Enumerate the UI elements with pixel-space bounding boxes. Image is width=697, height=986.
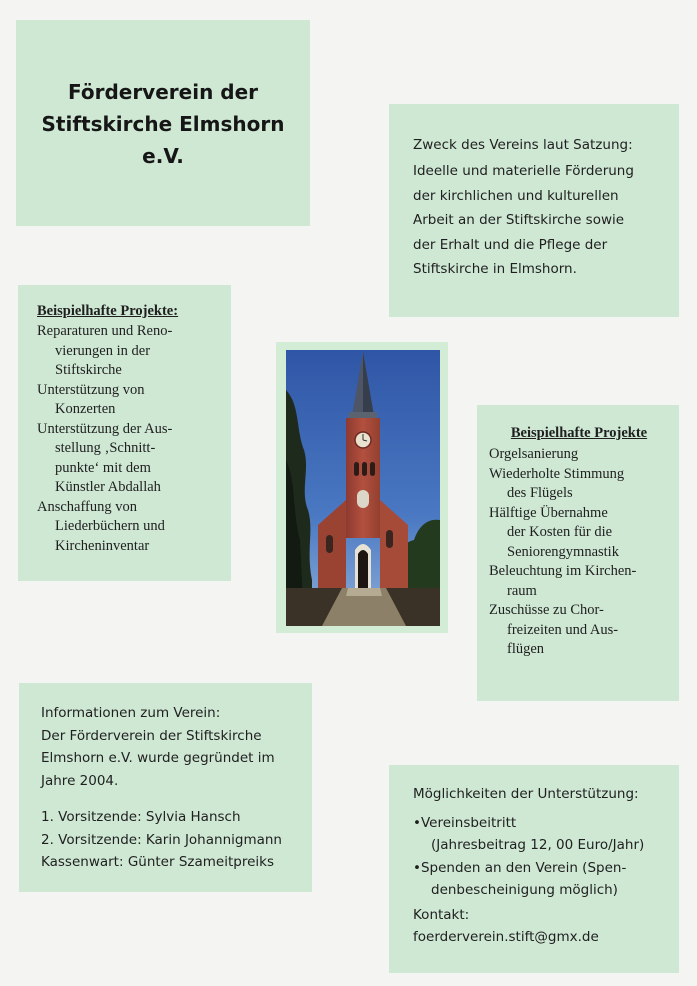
project-line: Unterstützung der Aus- (37, 420, 173, 437)
project-line: Reparaturen und Reno- (37, 323, 173, 339)
support-panel (389, 765, 679, 973)
church-photo-frame (276, 342, 448, 633)
officer-line: Kassenwart: Günter Szameitpreiks (41, 854, 274, 870)
project-line: Kircheninventar (55, 537, 150, 554)
support-item-membership-detail: (Jahresbeitrag 12, 00 Euro/Jahr) (431, 837, 645, 853)
project-line: vierungen in der (55, 342, 151, 359)
project-line: Beleuchtung im Kirchen- (489, 563, 637, 579)
support-item-membership: • Vereinsbeitritt (413, 812, 679, 835)
title-line: Stiftskirche Elmshorn (41, 112, 285, 136)
projects-left-heading: Beispielhafte Projekte: (37, 303, 179, 319)
project-line: freizeiten und Aus- (507, 621, 619, 638)
title-panel (16, 20, 310, 226)
project-line: Wiederholte Stimmung (489, 465, 625, 482)
projects-right-heading: Beispielhafte Projekte (510, 425, 648, 441)
projects-left-panel (18, 285, 231, 581)
purpose-heading: Zweck des Vereins laut Satzung: (413, 137, 633, 153)
officer-line: 1. Vorsitzende: Sylvia Hansch (41, 809, 241, 825)
project-line: Liederbüchern und (55, 518, 165, 534)
support-item-donation-detail: denbescheinigung möglich) (431, 882, 618, 898)
church-photo (286, 350, 440, 626)
project-line: der Kosten für die (507, 524, 613, 540)
info-panel (19, 683, 312, 892)
purpose-text (413, 159, 679, 282)
purpose-line: Ideelle und materielle Förderung (413, 163, 634, 179)
project-line: stellung ‚Schnitt- (55, 440, 156, 456)
info-line: Der Förderverein der Stiftskirche (41, 727, 262, 744)
purpose-line: der kirchlichen und kulturellen (413, 187, 619, 204)
projects-right-panel (477, 405, 679, 701)
purpose-line: Stiftskirche in Elmshorn. (413, 261, 577, 277)
purpose-line: Arbeit an der Stiftskirche sowie (413, 212, 625, 228)
info-line: Jahre 2004. (41, 772, 119, 789)
support-item-donation: • Spenden an den Verein (Spen- (413, 857, 679, 880)
support-heading: Möglichkeiten der Unterstützung: (413, 786, 639, 802)
title-line: e.V. (142, 144, 184, 168)
contact-label: Kontakt: (413, 906, 470, 923)
purpose-line: der Erhalt und die Pflege der (413, 236, 608, 253)
info-heading: Informationen zum Verein: (41, 705, 221, 721)
project-line: flügen (507, 641, 545, 657)
project-line: des Flügels (507, 485, 573, 501)
contact-email: foerderverein.stift@gmx.de (413, 929, 599, 945)
project-line: raum (507, 582, 537, 599)
project-line: punkte‘ mit dem (55, 459, 151, 476)
project-line: Unterstützung von (37, 381, 145, 398)
project-line: Seniorengymnastik (507, 543, 619, 560)
project-line: Zuschüsse zu Chor- (489, 602, 604, 618)
officer-line: 2. Vorsitzende: Karin Johannigmann (41, 831, 282, 848)
project-line: Anschaffung von (37, 498, 138, 515)
title-line: Förderverein der (67, 80, 259, 104)
project-line: Konzerten (55, 401, 116, 417)
project-line: Orgelsanierung (489, 446, 579, 462)
project-line: Hälftige Übernahme (489, 504, 608, 521)
info-line: Elmshorn e.V. wurde gegründet im (41, 750, 275, 766)
purpose-panel (389, 104, 679, 317)
project-line: Künstler Abdallah (55, 479, 161, 495)
page-title (36, 76, 290, 172)
project-line: Stiftskirche (55, 362, 122, 378)
